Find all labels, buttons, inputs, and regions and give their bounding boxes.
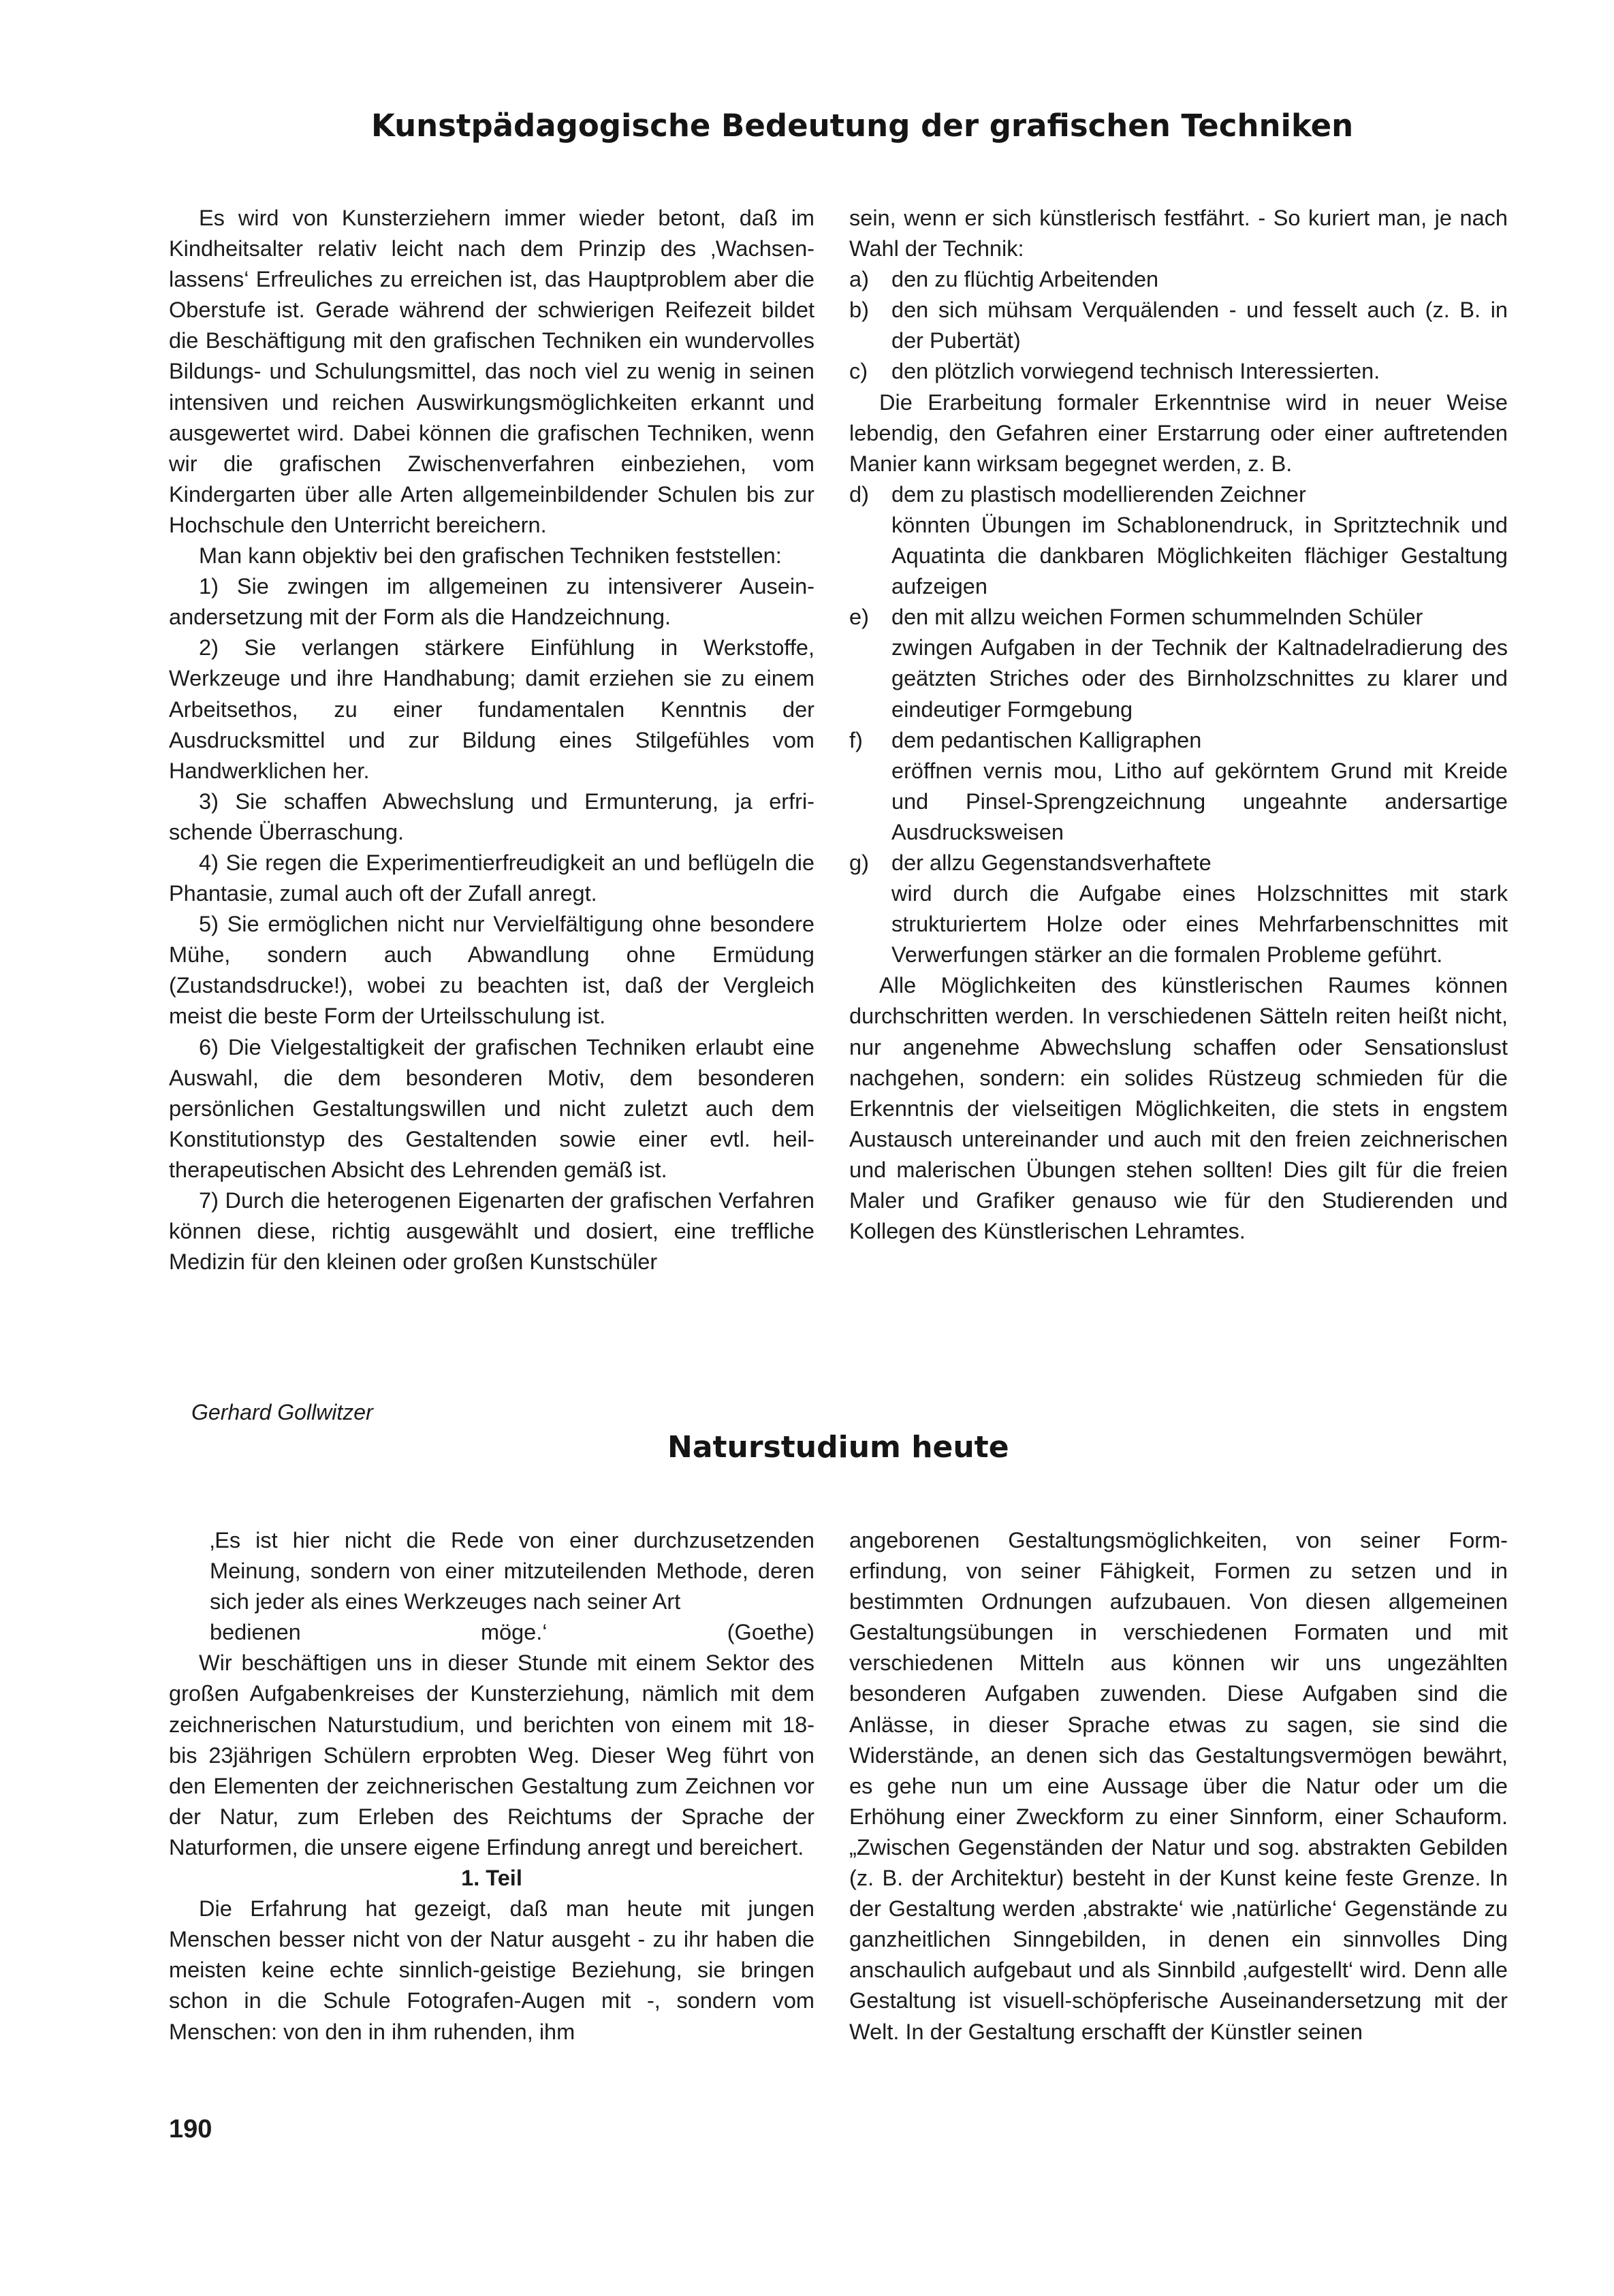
page-number: 190: [169, 2115, 212, 2143]
numbered-point: 3) Sie schaffen Abwechslung und Ermunterung, ja erfrischende Überraschung.: [169, 788, 814, 844]
list-item: [849, 356, 1508, 387]
paragraph: sein, wenn er sich künstlerisch festfährt. - So kuriert man, je nach Wahl der Technik:: [849, 206, 1508, 261]
list-item: [849, 848, 1508, 878]
list-subtext: könnten Übungen im Schablonendruck, in Spritztechnik und Aquatinta die dankbaren Möglichkeiten flächiger Gestaltung aufzeigen: [891, 512, 1508, 599]
list-text: den sich mühsam Verquälenden - und fesselt auch (z. B. in der Pubertät): [891, 298, 1508, 353]
list-subtext: zwingen Aufgaben in der Technik der Kaltnadelradierung des geätzten Striches oder des Birnholzschnittes zu klarer und eindeutiger Formgebung: [891, 635, 1508, 722]
paragraph: Die Erfahrung hat gezeigt, daß man heute mit jungen Menschen besser nicht von der Natur ausgeht - zu ihr haben die meisten keine echte sinnlich-geistige Beziehung, sie bringen schon in die Schule Fotografen-Augen mit -, sondern vom Menschen: von den in ihm ruhenden, ihm: [169, 1896, 814, 2044]
quote-end-text: bedienen möge.‘: [210, 1620, 548, 1645]
list-item: [849, 295, 1508, 356]
list-label: e): [849, 605, 869, 630]
paragraph: Es wird von Kunsterziehern immer wieder betont, daß im Kindheitsalter relativ leicht nach dem Prinzip des ‚Wachsenlassens‘ Erfreuliches zu erreichen ist, das Hauptproblem aber die Oberstufe ist. Gerade während der schwierigen Reifezeit bildet die Beschäftigung mit den grafischen Techniken ein wundervolles Bildungs- und Schulungsmittel, das noch viel zu wenig in seinen intensiven und reichen Auswirkungsmöglichkeiten erkannt und ausgewertet wird. Dabei können die grafischen Techniken, wenn wir die grafischen Zwischenverfahren einbeziehen, vom Kindergarten über alle Arten allgemeinbildender Schulen bis zur Hochschule den Unterricht bereichern.: [169, 206, 814, 537]
paragraph: Wir beschäftigen uns in dieser Stunde mit einem Sektor des großen Aufgabenkreises der Kunsterziehung, nämlich mit dem zeichnerischen Naturstudium, und berichten von einem mit 18- bis 23jährigen Schülern erprobten Weg. Dieser Weg führt von den Elementen der zeichnerischen Gestaltung zum Zeichnen vor der Natur, zum Erleben des Reichtums der Sprache der Naturformen, die unsere eigene Erfindung anregt und bereichert.: [169, 1651, 814, 1860]
list-label: a): [849, 267, 869, 292]
list-label: g): [849, 850, 869, 875]
list-text: den zu flüchtig Arbeitenden: [891, 267, 1159, 292]
numbered-point: 6) Die Vielgestaltigkeit der grafischen Techniken erlaubt eine Auswahl, die dem besonderen Motiv, dem besonderen persönlichen Gestaltungswillen und nicht zuletzt auch dem Konstitutionstyp des Gestaltenden sowie einer evtl. heiltherapeutischen Absicht des Lehrenden gemäß ist.: [169, 1034, 814, 1182]
list-subtext: wird durch die Aufgabe eines Holzschnittes mit stark strukturiertem Holze oder eines Mehrfarbenschnittes mit Verwerfungen stärker an die formalen Probleme geführt.: [891, 881, 1508, 968]
epigraph-quote: ‚Es ist hier nicht die Rede von einer durchzusetzenden Meinung, sondern von einer mitzuteilenden Methode, deren sich jeder als eines Werkzeuges nach seiner Art: [210, 1528, 814, 1614]
list-subtext: eröffnen vernis mou, Litho auf gekörntem Grund mit Kreide und Pinsel-Sprengzeichnung ungeahnte andersartige Ausdrucksweisen: [891, 758, 1508, 844]
numbered-point: 4) Sie regen die Experimentierfreudigkeit an und beflügeln die Phantasie, zumal auch oft der Zufall anregt.: [169, 850, 814, 906]
paragraph: Man kann objektiv bei den grafischen Techniken feststellen:: [199, 543, 782, 569]
list-label: c): [849, 359, 868, 384]
article1-left-column: [169, 203, 814, 1277]
list-text: den plötzlich vorwiegend technisch Interessierten.: [891, 359, 1380, 384]
article-title: Kunstpädagogische Bedeutung der grafischen Techniken: [371, 108, 1354, 144]
list-item: [849, 602, 1508, 633]
article-title: Naturstudium heute: [667, 1430, 1009, 1465]
list-item: [849, 725, 1508, 756]
article2-left-column: [169, 1525, 814, 2047]
epigraph-end: [169, 1617, 814, 1648]
list-text: der allzu Gegenstandsverhaftete: [891, 850, 1212, 875]
paragraph: Alle Möglichkeiten des künstlerischen Raumes können durchschritten werden. In verschiedenen Sätteln reiten heißt nicht, nur angenehme Abwechslung schaffen oder Sensationslust nachgehen, sondern: ein solides Rüstzeug schmieden für die Erkenntnis der vielseitigen Möglichkeiten, die stets in engstem Austausch untereinander und auch mit den freien zeichnerischen und malerischen Übungen stehen sollten! Dies gilt für die freien Maler und Grafiker genauso wie für den Studierenden und Kollegen des Künstlerischen Lehramtes.: [849, 973, 1508, 1244]
list-text: dem zu plastisch modellierenden Zeichner: [891, 481, 1306, 507]
list-text: dem pedantischen Kalligraphen: [891, 727, 1202, 752]
list-label: b): [849, 298, 869, 323]
list-label: d): [849, 481, 869, 507]
numbered-point: 2) Sie verlangen stärkere Einfühlung in Werkstoffe, Werkzeuge und ihre Handhabung; damit erziehen sie zu einem Arbeitsethos, zu einer fundamentalen Kenntnis der Ausdrucksmittel und zur Bildung eines Stilgefühles vom Handwerklichen her.: [169, 635, 814, 783]
paragraph: angeborenen Gestaltungsmöglichkeiten, von seiner Formerfindung, von seiner Fähigkeit, Formen zu setzen und in bestimmten Ordnungen aufzubauen. Von diesen allgemeinen Gestaltungsübungen in verschiedenen Formaten und mit verschiedenen Mitteln aus können wir uns ungezählten besonderen Aufgaben zuwenden. Diese Aufgaben sind die Anlässe, in dieser Sprache etwas zu sagen, sie sind die Widerstände, an denen sich das Gestaltungsvermögen bewährt, es gehe nun um eine Aussage über die Natur oder um die Erhöhung einer Zweckform zu einer Sinnform, einer Schauform. „Zwischen Gegenständen der Natur und sog. abstrakten Gebilden (z. B. der Architektur) besteht in der Kunst keine feste Grenze. In der Gestaltung werden ‚abstrakte‘ wie ‚natürliche‘ Gegenstände zu ganzheitlichen Sinngebilden, in denen ein sinnvolles Ding anschaulich aufgebaut und als Sinnbild ‚aufgestellt‘ wird. Denn alle Gestaltung ist visuell-schöpferische Auseinandersetzung mit der Welt. In der Gestaltung erschafft der Künstler seinen: [849, 1528, 1508, 2044]
list-label: f): [849, 727, 863, 752]
quote-source: (Goethe): [727, 1620, 814, 1645]
author-name: Gerhard Gollwitzer: [191, 1400, 373, 1424]
paragraph: Die Erarbeitung formaler Erkenntnise wird in neuer Weise lebendig, den Gefahren einer Erstarrung oder einer auftretenden Manier kann wirksam begegnet werden, z. B.: [849, 389, 1508, 476]
numbered-point: 7) Durch die heterogenen Eigenarten der grafischen Verfahren können diese, richtig ausgewählt und dosiert, eine treffliche Medizin für den kleinen oder großen Kunstschüler: [169, 1188, 814, 1275]
numbered-point: 1) Sie zwingen im allgemeinen zu intensiverer Auseinandersetzung mit der Form als die Handzeichnung.: [169, 574, 814, 630]
numbered-point: 5) Sie ermöglichen nicht nur Vervielfältigung ohne besondere Mühe, sondern auch Abwandlung ohne Ermüdung (Zustandsdrucke!), wobei zu beachten ist, daß der Vergleich meist die beste Form der Urteilsschulung ist.: [169, 912, 814, 1029]
list-item: [849, 264, 1508, 295]
article1-right-column: [849, 203, 1508, 1247]
list-item: [849, 479, 1508, 510]
section-heading: 1. Teil: [461, 1866, 522, 1891]
list-text: den mit allzu weichen Formen schummelnden Schüler: [891, 605, 1423, 630]
article2-right-column: [849, 1525, 1508, 2047]
